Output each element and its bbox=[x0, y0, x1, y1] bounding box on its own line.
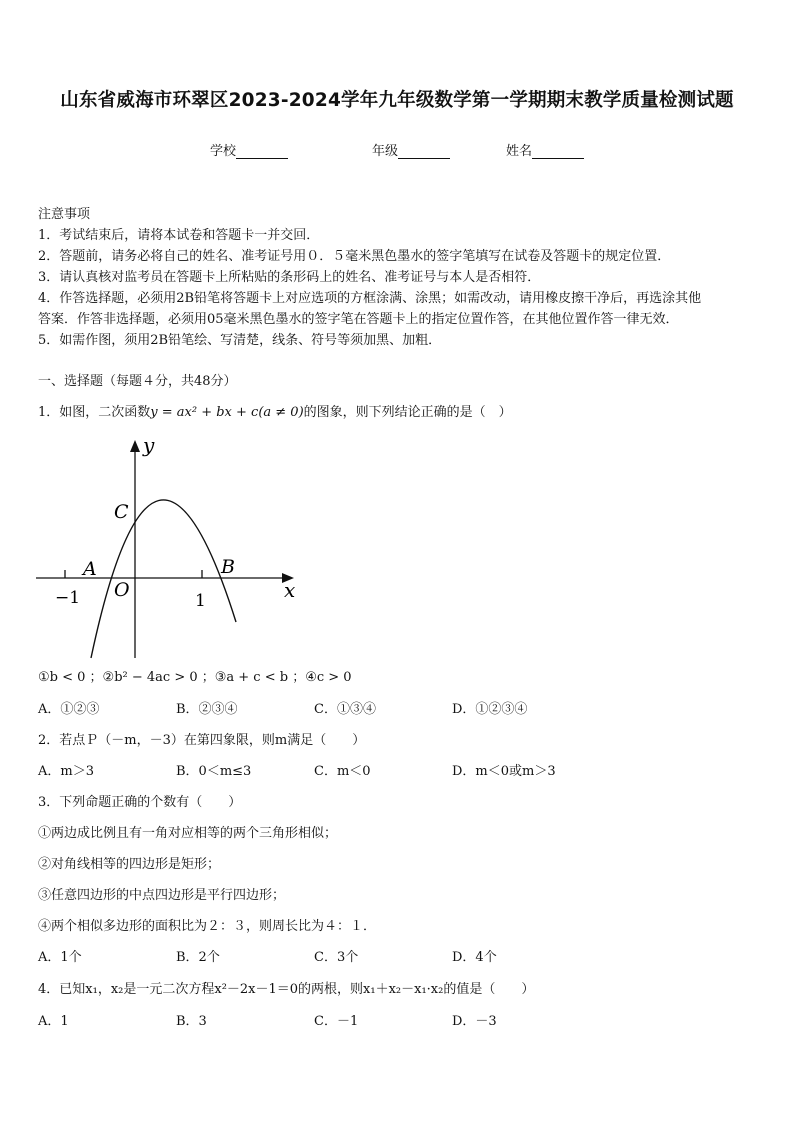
page-title: 山东省威海市环翠区2023-2024学年九年级数学第一学期期末教学质量检测试题 bbox=[60, 90, 734, 111]
q3-item: ③任意四边形的中点四边形是平行四边形； bbox=[38, 888, 286, 903]
q2-option-b[interactable]: B．0＜m≤3 bbox=[176, 764, 252, 779]
school-blank bbox=[236, 146, 288, 159]
q3-stem: 3．下列命题正确的个数有（ ） bbox=[38, 795, 242, 810]
q3-item: ④两个相似多边形的面积比为２：３，则周长比为４：１． bbox=[38, 919, 377, 934]
parabola-curve bbox=[91, 500, 236, 658]
x-axis-label: x bbox=[284, 578, 296, 602]
grade-field bbox=[372, 140, 450, 159]
q4-option-a[interactable]: A．1 bbox=[38, 1014, 69, 1029]
notes-heading: 注意事项 bbox=[38, 207, 91, 222]
q3-option-d[interactable]: D．4个 bbox=[452, 950, 497, 965]
q2-stem: 2．若点Ｐ（－m，－3）在第四象限，则m满足（ ） bbox=[38, 733, 366, 748]
note-item: 1．考试结束后，请将本试卷和答题卡一并交回． bbox=[38, 228, 320, 243]
q1-parabola-graph bbox=[30, 430, 310, 662]
q1-option-d[interactable]: D．①②③④ bbox=[452, 702, 528, 717]
tick-label-1: 1 bbox=[195, 591, 206, 611]
y-axis-arrow bbox=[130, 440, 140, 452]
note-item: 4．作答选择题，必须用2B铅笔将答题卡上对应选项的方框涂满、涂黑；如需改动，请用橡皮擦干净后，再选涂其他 bbox=[38, 291, 702, 306]
note-item: 2．答题前，请务必将自己的姓名、准考证号用０．５毫米黑色墨水的签字笔填写在试卷及答题卡的规定位置． bbox=[38, 249, 671, 264]
point-a-label: A bbox=[83, 558, 97, 580]
q2-option-d[interactable]: D．m＜0或m＞3 bbox=[452, 764, 556, 779]
q3-option-a[interactable]: A．1个 bbox=[38, 950, 82, 965]
school-label: 学校 bbox=[210, 144, 237, 159]
q2-option-a[interactable]: A．m＞3 bbox=[38, 764, 94, 779]
q1-stem-suffix: 的图象，则下列结论正确的是（ ） bbox=[303, 405, 512, 420]
school-field bbox=[210, 140, 288, 159]
q1-conditions: ①b < 0 ；②b² − 4ac > 0 ；③a + c < b ；④c > 0 bbox=[38, 670, 352, 685]
origin-label: O bbox=[114, 579, 130, 601]
note-item: 3．请认真核对监考员在答题卡上所粘贴的条形码上的姓名、准考证号与本人是否相符． bbox=[38, 270, 541, 285]
name-blank bbox=[532, 146, 584, 159]
q4-option-d[interactable]: D．－3 bbox=[452, 1014, 497, 1029]
q3-option-c[interactable]: C．3个 bbox=[314, 950, 359, 965]
q3-item: ②对角线相等的四边形是矩形； bbox=[38, 857, 221, 872]
point-c-label: C bbox=[114, 501, 129, 523]
grade-blank bbox=[398, 146, 450, 159]
q1-option-a[interactable]: A．①②③ bbox=[38, 702, 100, 717]
q3-option-b[interactable]: B．2个 bbox=[176, 950, 220, 965]
q1-option-b[interactable]: B．②③④ bbox=[176, 702, 238, 717]
grade-label: 年级 bbox=[372, 144, 399, 159]
name-field bbox=[506, 140, 584, 159]
q4-option-c[interactable]: C．－1 bbox=[314, 1014, 359, 1029]
q4-stem: 4．已知x₁，x₂是一元二次方程x²－2x－1＝0的两根，则x₁＋x₂－x₁·x₂的值是（ ） bbox=[38, 982, 535, 997]
q1-option-c[interactable]: C．①③④ bbox=[314, 702, 376, 717]
section-heading: 一、选择题（每题４分，共48分） bbox=[38, 374, 237, 389]
q4-option-b[interactable]: B．3 bbox=[176, 1014, 207, 1029]
point-b-label: B bbox=[221, 556, 235, 578]
y-axis-label: y bbox=[143, 433, 155, 457]
q1-stem-prefix: 1．如图，二次函数 bbox=[38, 405, 151, 420]
note-item: 5．如需作图，须用2B铅笔绘、写清楚，线条、符号等须加黑、加粗． bbox=[38, 333, 442, 348]
tick-label-neg1: −1 bbox=[55, 588, 81, 608]
q1-stem bbox=[38, 401, 512, 420]
q1-formula: y = ax² + bx + c(a ≠ 0) bbox=[150, 405, 304, 420]
q2-option-c[interactable]: C．m＜0 bbox=[314, 764, 371, 779]
name-label: 姓名 bbox=[506, 144, 533, 159]
note-item: 答案．作答非选择题，必须用05毫米黑色墨水的签字笔在答题卡上的指定位置作答，在其他位置作答一律无效． bbox=[38, 312, 679, 327]
q3-item: ①两边成比例且有一角对应相等的两个三角形相似； bbox=[38, 826, 338, 841]
